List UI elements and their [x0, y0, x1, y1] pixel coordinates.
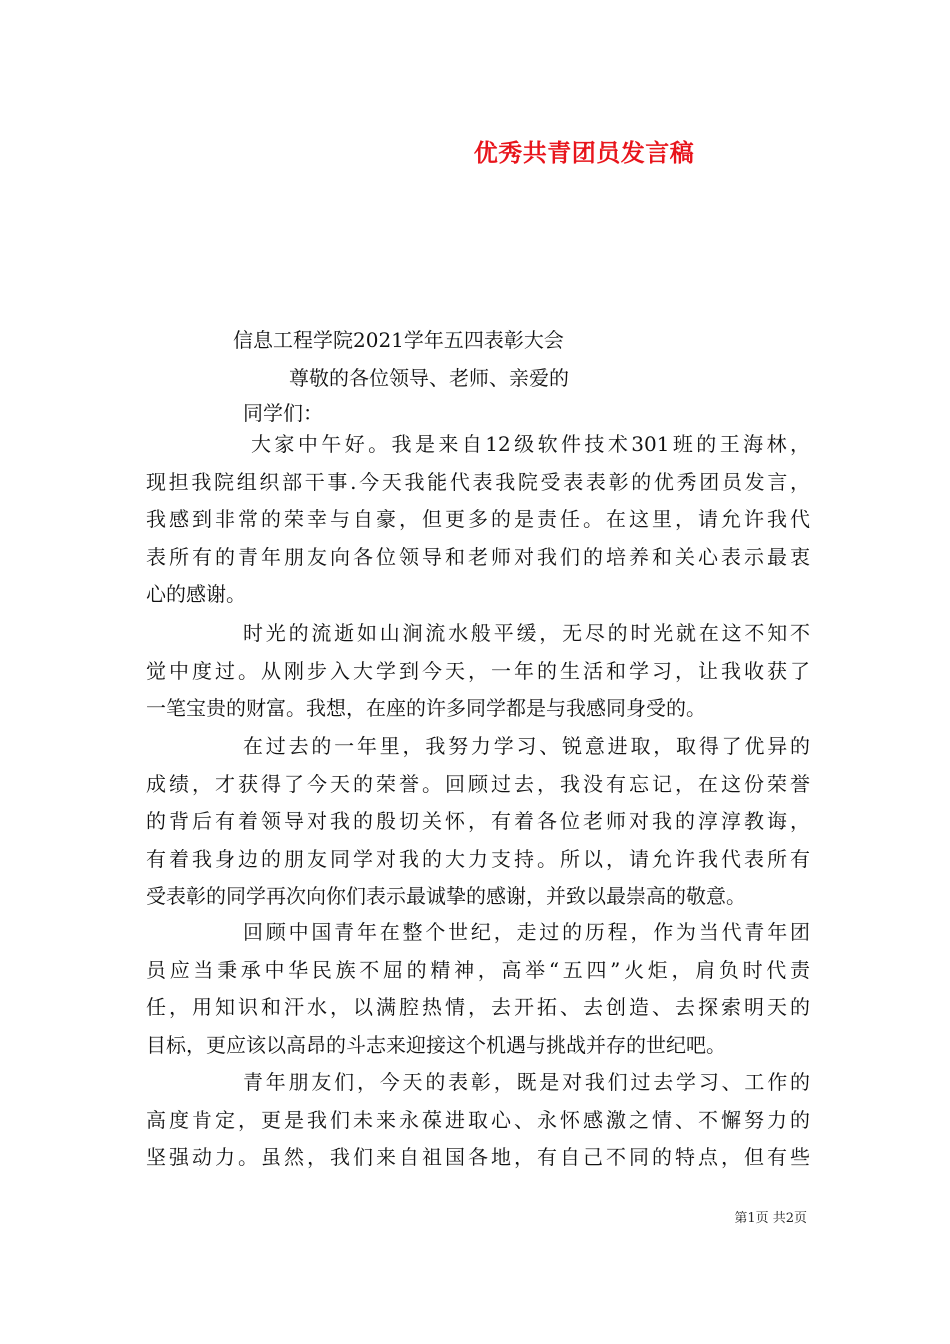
text-line: 大家中午好。我是来自12级软件技术301班的王海林，	[251, 432, 810, 456]
salutation-line-2: 同学们：	[243, 401, 323, 425]
text-line: 时光的流逝如山涧流水般平缓，无尽的时光就在这不知不	[243, 621, 810, 645]
text-line: 觉中度过。从刚步入大学到今天，一年的生活和学习，让我收获了	[146, 658, 810, 683]
text-line: 员应当秉承中华民族不屈的精神，高举“五四”火炬，肩负时代责	[146, 957, 810, 982]
text-line: 成绩，才获得了今天的荣誉。回顾过去，我没有忘记，在这份荣誉	[146, 771, 810, 796]
text-line: 的背后有着领导对我的殷切关怀，有着各位老师对我的淳淳教诲，	[146, 809, 810, 833]
text-line: 我感到非常的荣幸与自豪，但更多的是责任。在这里，请允许我代	[146, 507, 810, 531]
text-line: 目标，更应该以高昂的斗志来迎接这个机遇与挑战并存的世纪吧。	[146, 1032, 726, 1057]
paragraph-4	[146, 914, 810, 1064]
text-line: 表所有的青年朋友向各位领导和老师对我们的培养和关心表示最衷	[146, 544, 810, 569]
text-line: 一笔宝贵的财富。我想，在座的许多同学都是与我感同身受的。	[146, 696, 706, 720]
salutation-line-1: 尊敬的各位领导、老师、亲爱的	[289, 366, 569, 390]
paragraph-2	[146, 615, 810, 728]
text-line: 现担我院组织部干事.今天我能代表我院受表表彰的优秀团员发言，	[146, 469, 810, 494]
text-line: 回顾中国青年在整个世纪，走过的历程，作为当代青年团	[243, 920, 810, 944]
paragraph-3	[146, 728, 810, 916]
paragraph-5	[146, 1064, 810, 1177]
text-line: 有着我身边的朋友同学对我的大力支持。所以，请允许我代表所有	[146, 846, 810, 871]
page-number-footer: 第1页 共2页	[734, 1211, 807, 1226]
text-line: 青年朋友们，今天的表彰，既是对我们过去学习、工作的	[243, 1070, 810, 1094]
event-line: 信息工程学院2021学年五四表彰大会	[233, 328, 564, 352]
text-line: 任，用知识和汗水，以满腔热情，去开拓、去创造、去探索明天的	[146, 995, 810, 1019]
paragraph-1	[146, 426, 810, 614]
text-line: 高度肯定，更是我们未来永葆进取心、永怀感激之情、不懈努力的	[146, 1107, 810, 1132]
text-line: 在过去的一年里，我努力学习、锐意进取，取得了优异的	[243, 734, 810, 758]
document-title: 优秀共青团员发言稿	[473, 139, 695, 167]
text-line: 心的感谢。	[146, 582, 246, 606]
text-line: 受表彰的同学再次向你们表示最诚挚的感谢，并致以最崇高的敬意。	[146, 884, 746, 908]
text-line: 坚强动力。虽然，我们来自祖国各地，有自己不同的特点，但有些	[146, 1145, 810, 1169]
